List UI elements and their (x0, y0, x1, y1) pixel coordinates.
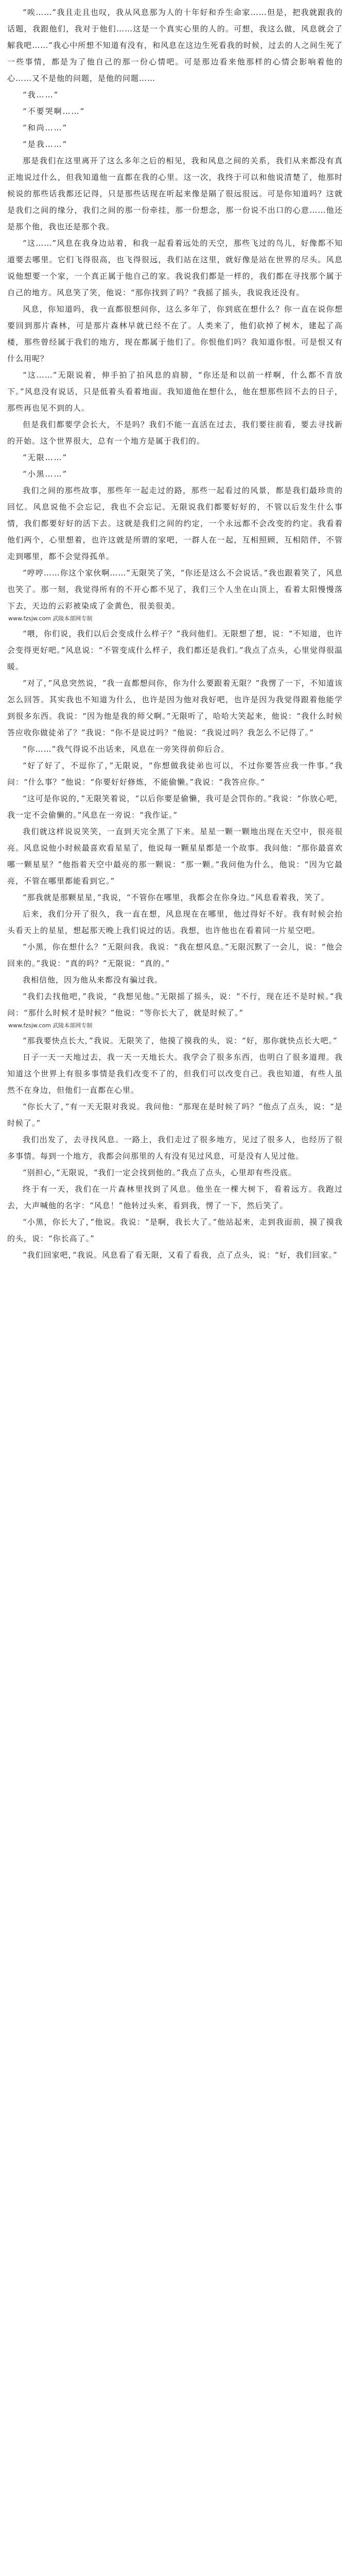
paragraph-20: 我们就这样说说笑笑，一直到天完全黑了下来。星星一颗一颗地出现在天空中，很亮很亮。风息说他小时候最喜欢看星星了，他说每一颗星星都是一个故事。我问他：“那你最喜欢哪一颗星星？”他指着天空中最亮的那一颗说：“那一颗。”我问他为什么，他说：“因为它最亮，不管在哪里都能看到它。” (7, 827, 343, 886)
paragraph-30: “别担心，”无限说，“我们一定会找到他的。”我点了点头，心里却有些没底。 (23, 1168, 296, 1177)
paragraph-1: “唉……”我且走且也叹，我从风息那为人的十年好和乔生命家……但是，把我就跟我的话题，我跟他们，我对于他们……这是一个真实心里的人的。可想，我这么做，风息就会了解我吧……”我心中所想不知道有没有，和风息在这边生死看我的时候，过去的人之间生死了一些事情，都是为了他自己的那一份心情吧。可是那边看来他那样的心情会影响着他的心……又不是他的问题，是他的问题…… (7, 8, 343, 83)
paragraph-29: 我们出发了，去寻找风息。一路上，我们走过了很多地方，见过了很多人，也经历了很多事情。每到一个地方，我都会问那里的人有没有见过风息，可是没有人见过他。 (7, 1135, 343, 1161)
paragraph-5: “是我……” (23, 140, 68, 149)
paragraph-26: “那我要快点长大，”我说。无限笑了，他摸了摸我的头，说：“好，那你就快点长大吧。” (23, 1036, 338, 1045)
paragraph-22: 后来，我们分开了很久，我一直在想，风息现在在哪里，他过得好不好。我有时候会抬头看天上的星星，想起那天晚上我们说过的话。我想，也许他也在看着同一片星空吧。 (7, 909, 343, 935)
paragraph-33: “我们回家吧，”我说。风息看了看无限，又看了看我，点了点头，说：“好，我们回家。” (23, 1250, 338, 1260)
paragraph-6: 那是我们在这里离开了这么多年之后的相见，我和风息之间的关系，我们从来都没有真正地说过什么，但我知道他一直都在我的心里。这一次，我终于可以和他说清楚了，他那时候说的那些话我都还记得，只是那些话现在听起来像是隔了很远很远。可是你知道吗？这就是我们之间的缘分，我们之间的那一份牵挂，那一份想念，那一份说不出口的心意……他还是那个他，我也还是那个我。 (7, 156, 343, 231)
paragraph-27: 日子一天一天地过去，我一天一天地长大。我学会了很多东西，也明白了很多道理。我知道这个世界上有很多事情是我们改变不了的，但我们可以改变自己。我也知道，有些人虽然不在身边，但他们一直都在心里。 (7, 1053, 343, 1095)
paragraph-9: “这……”无限说着，伸手拍了拍风息的肩膀，“你还是和以前一样啊，什么都不肯放下。”风息没有说话，只是低着头看着地面。我知道他在想什么，他在想那些回不去的日子，那些再也见不到的人。 (7, 370, 343, 413)
paragraph-2: “我……” (23, 90, 59, 99)
paragraph-23: “小黑，你在想什么？”无限问我。我说：“我在想风息。”无限沉默了一会儿，说：“他会回来的。”我说：“真的吗？”无限说：“真的。” (7, 942, 343, 968)
paragraph-16: “对了，”风息突然说，“我一直都想问你，你为什么要跟着无限？”我愣了一下，不知道该怎么回答。其实我也不知道为什么，也许是因为他对我好吧，也许是因为我觉得跟着他能学到很多东西。我说：“因为他是我的师父啊。”无限听了，哈哈大笑起来，他说：“我什么时候答应收你做徒弟了？”我说：“你不是说过吗？”他说：“我说过吗？我怎么不记得了。” (7, 679, 343, 737)
paragraph-24: 我相信他，因为他从来都没有骗过我。 (23, 975, 163, 985)
site-watermark-2: www.fzsjw.com 武陵本部网专制 (8, 1022, 93, 1029)
paragraph-31: 终于有一天，我们在一片森林里找到了风息。他坐在一棵大树下，看着远方。我跑过去，大声喊他的名字：“风息！”他转过头来，看到我，愣了一下，然后笑了。 (7, 1184, 343, 1210)
paragraph-13: 我们之间的那些故事，那些年一起走过的路，那些一起看过的风景，都是我们最珍贵的回忆。风息说他不会忘记，我也不会忘记。无限说我们都要好好的，不管以后发生什么事情，我们都要好好的活下去。这就是我们之间的约定，一个永远都不会改变的约定。我看着他们两个，心里想着，也许这就是所谓的家吧，一群人在一起，互相照顾，互相陪伴，不管走到哪里，都不会觉得孤单。 (7, 486, 343, 561)
paragraph-7: “这……”风息在我身边站着，和我一起看着远处的天空，那些飞过的鸟儿，好像都不知道要去哪里。它们飞得很高，也飞得很远，我们站在这里，就好像是站在世界的尽头。风息说他想要一个家，一个真正属于他自己的家。我说我们都是一样的，我们都在寻找那个属于自己的地方。风息笑了笑，他说：“那你找到了吗？”我摇了摇头，我说我还没有。 (7, 239, 343, 297)
paragraph-19: “这可是你说的，”无限笑着说，“以后你要是偷懒，我可是会罚你的。”我说：“你放心吧，我一定不会偷懒的。”风息在一旁说：“我作证。” (7, 794, 343, 820)
paragraph-11: “无限……” (23, 453, 68, 462)
site-watermark-1: www.fzsjw.com 武陵本部网专制 (8, 615, 93, 622)
paragraph-3: “不要哭啊……” (23, 107, 85, 116)
paragraph-15: “喂，你们说，我们以后会变成什么样子？”我问他们。无限想了想，说：“不知道，也许会变得更好吧。”风息说：“不管变成什么样子，我们都还是我们。”我点了点头，心里觉得很温暖。 (7, 629, 343, 671)
paragraph-28: “你长大了，”有一天无限对我说。我问他：“那现在是时候了吗？”他点了点头，说：“是时候了。” (7, 1102, 343, 1128)
paragraph-14: “哼哼……你这个家伙啊……”无限笑了笑，“你还是这么不会说话。”我也跟着笑了，风息也笑了。那一刻，我觉得所有的不开心都不见了，我们三个人坐在山顶上，看着太阳慢慢落下去，天边的云彩被染成了金黄色，很美很美。 (7, 568, 343, 611)
paragraph-21: “那我就是那颗星星，”我说，“不管你在哪里，我都会在你身边。”风息看着我，笑了。 (23, 893, 329, 902)
paragraph-25: “我们去找他吧，”我说，“我想见他。”无限摇了摇头，说：“不行，现在还不是时候。”我问：“那什么时候才是时候？”他说：“等你长大了，就是时候了。” (7, 992, 343, 1018)
paragraph-32: “小黑，你长大了，”他说。我说：“是啊，我长大了。”他站起来，走到我面前，摸了摸我的头，说：“你长高了。” (7, 1217, 343, 1243)
paragraph-4: “和尚……” (23, 123, 68, 132)
paragraph-18: “好了好了，不逗你了，”无限说，“你想做我徒弟也可以，不过你要答应我一件事。”我问：“什么事？”他说：“你要好好修炼，不能偷懒。”我说：“我答应你。” (7, 761, 343, 787)
paragraph-8: 风息，你知道吗，我一直都很想问你，这么多年了，你到底在想什么？你一直在说你想要回到那片森林，可是那片森林早就已经不在了。人类来了，他们砍掉了树木，建起了高楼，那些曾经属于我们的地方，现在都属于他们了。你恨他们吗？我知道你恨。可是恨又有什么用呢？ (7, 304, 343, 363)
paragraph-17: “你……”我气得说不出话来，风息在一旁笑得前仰后合。 (23, 744, 230, 754)
paragraph-12: “小黑……” (23, 469, 68, 479)
paragraph-10: 但是我们都要学会长大，不是吗？我们不能一直活在过去，我们要往前看，要去寻找新的开始。这个世界很大，总有一个地方是属于我们的。 (7, 420, 343, 446)
